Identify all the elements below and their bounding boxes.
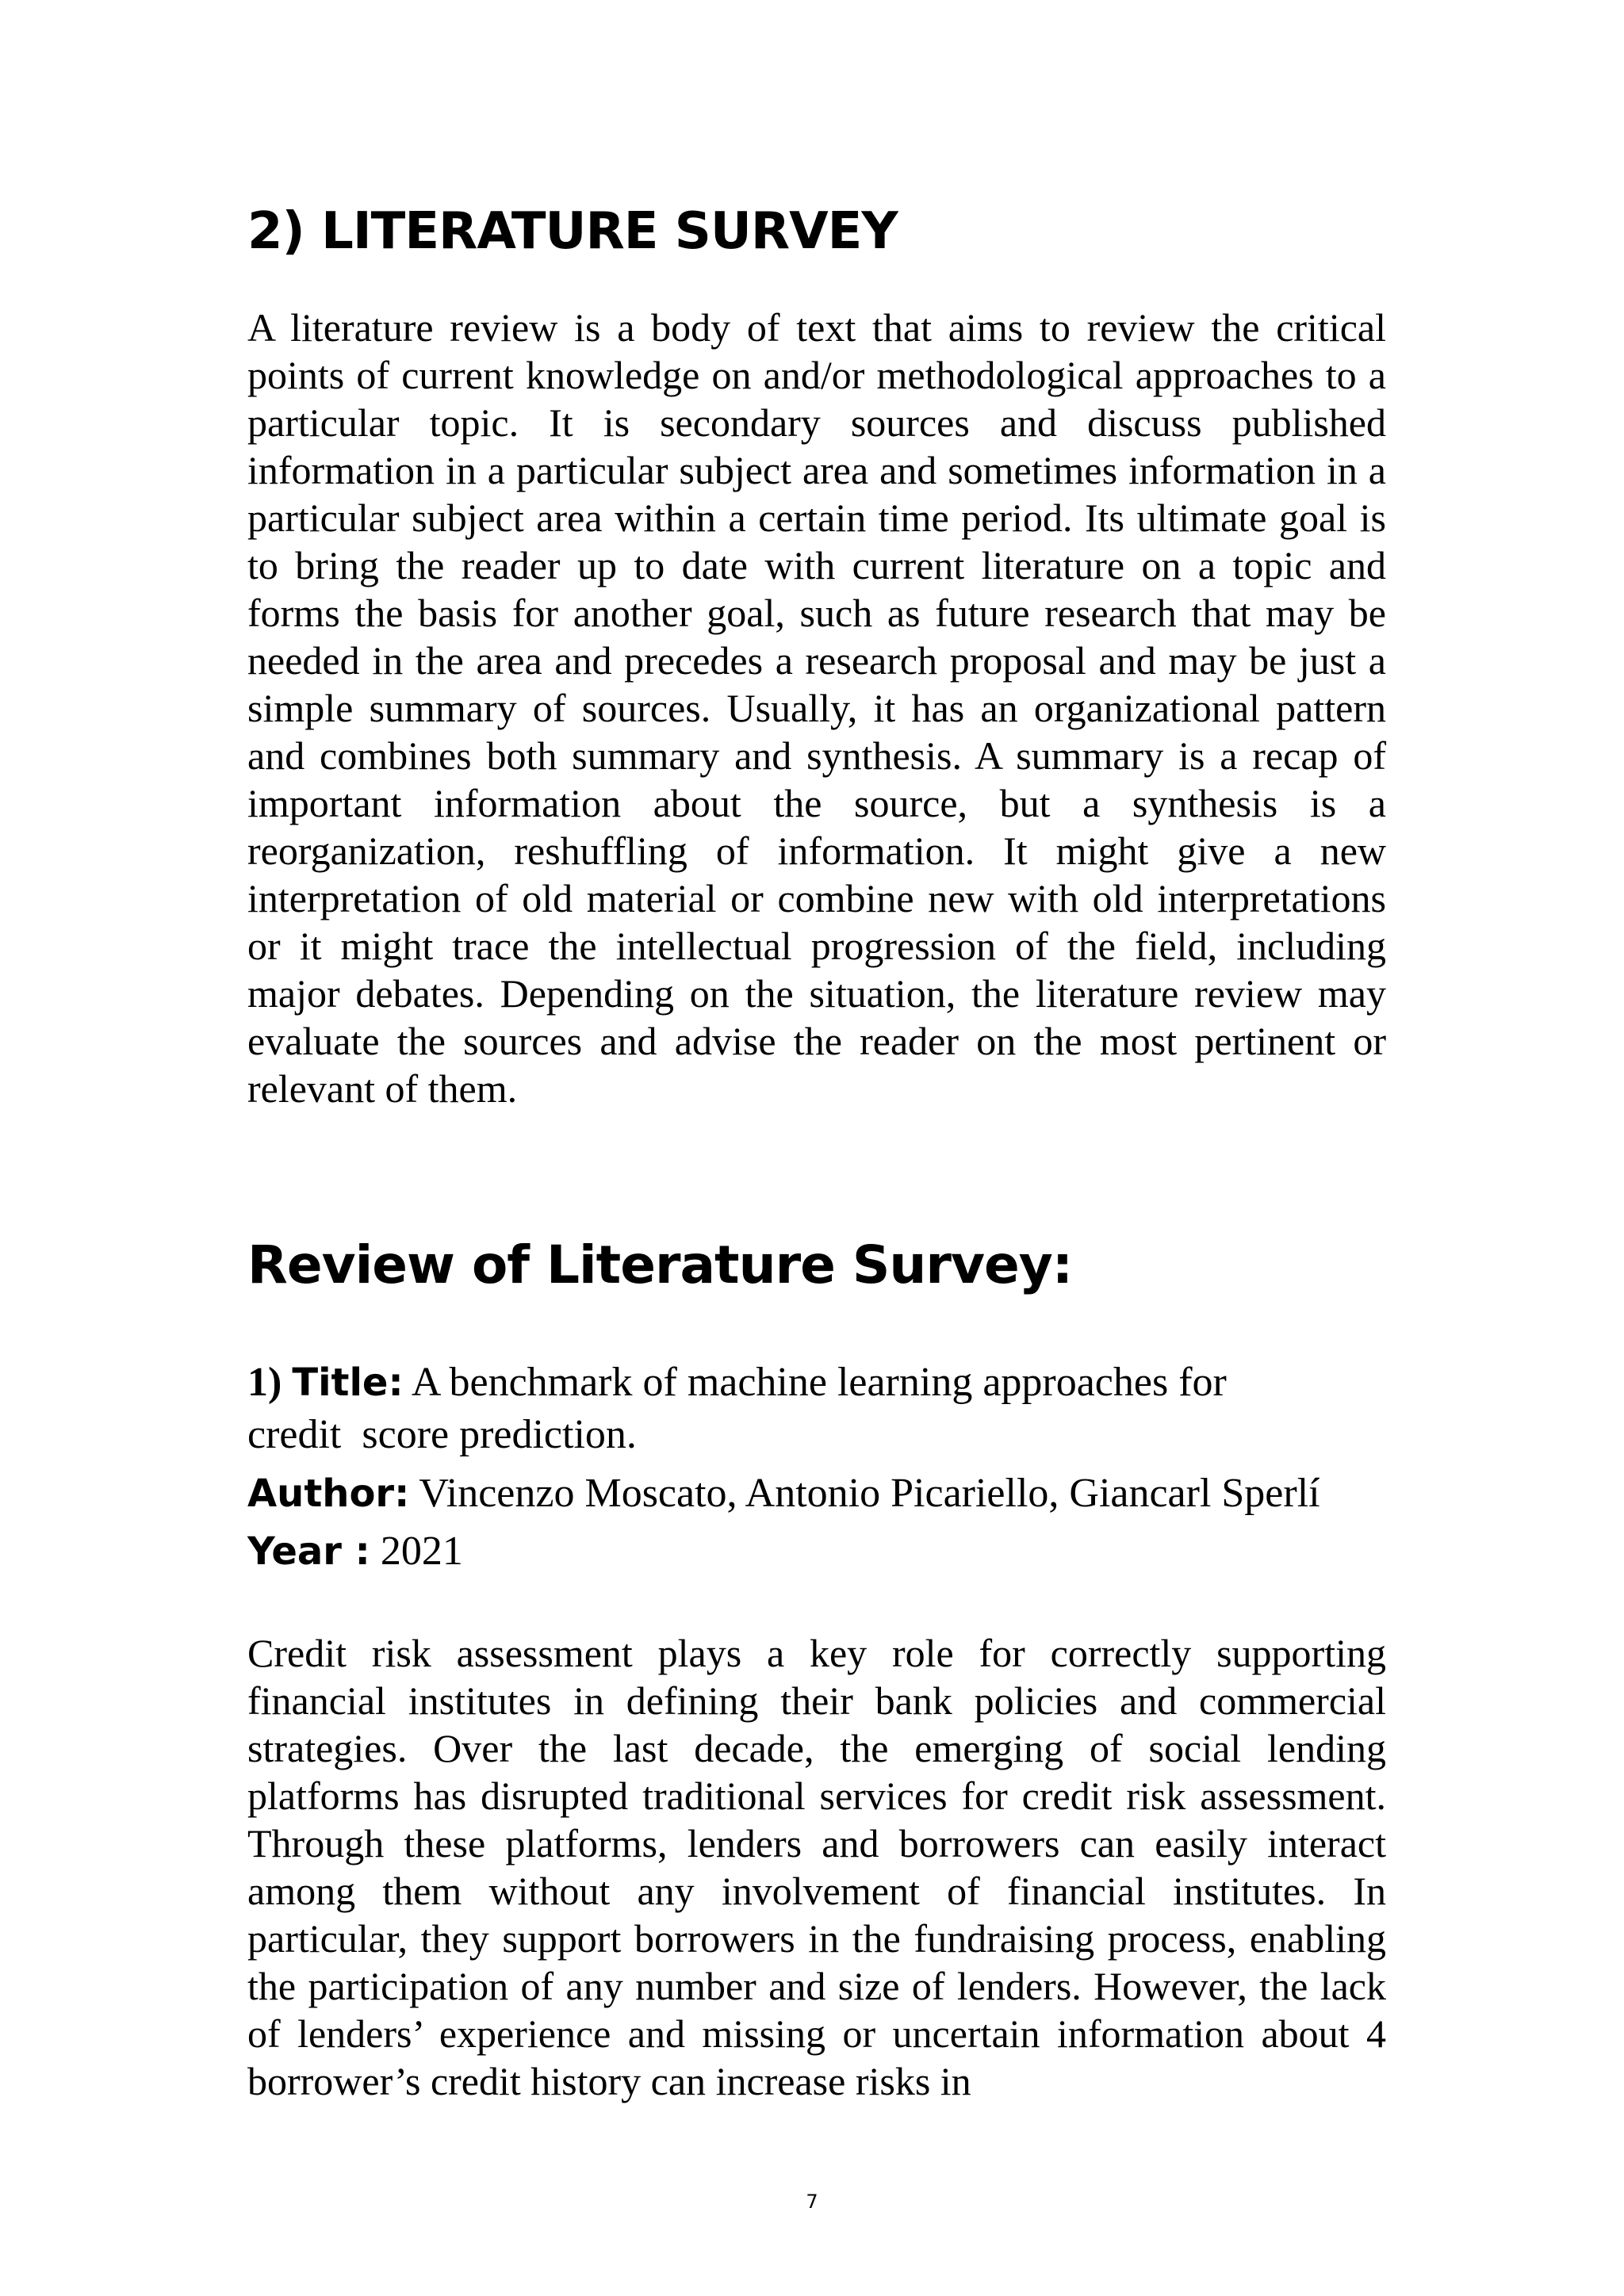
year-label: Year :	[247, 1529, 370, 1574]
entry-author: Vincenzo Moscato, Antonio Picariello, Giancarl Sperlí	[419, 1471, 1320, 1516]
author-label: Author:	[247, 1471, 410, 1516]
entry-title-continuation: credit score prediction.	[247, 1412, 637, 1457]
intro-paragraph: A literature review is a body of text that aims to review the critical points of current knowledge on and/or methodological approaches to a particular topic. It is secondary sources and discuss published information in a particular subject area and sometimes information in a particular subject area within a certain time period. Its ultimate goal is to bring the reader up to date with current literature on a topic and forms the basis for another goal, such as future research that may be needed in the area and precedes a research proposal and may be just a simple summary of sources. Usually, it has an organizational pattern and combines both summary and synthesis. A summary is a recap of important information about the source, but a synthesis is a reorganization, reshuffling of information. It might give a new interpretation of old material or combine new with old interpretations or it might trace the intellectual progression of the field, including major debates. Depending on the situation, the literature review may evaluate the sources and advise the reader on the most pertinent or relevant of them.	[247, 305, 1386, 1111]
page-number: 7	[806, 2191, 818, 2213]
entry-year-line	[247, 1526, 463, 1577]
review-heading: Review of Literature Survey:	[247, 1234, 1073, 1295]
entry-title-line	[247, 1357, 1227, 1408]
entry-year: 2021	[380, 1529, 463, 1574]
entry-author-line	[247, 1468, 1320, 1519]
entry-number: 1)	[247, 1360, 282, 1405]
title-label: Title:	[292, 1360, 404, 1405]
entry-title: A benchmark of machine learning approaches for	[411, 1360, 1227, 1405]
entry-summary: Credit risk assessment plays a key role for correctly supporting financial institutes in defining their bank policies and commercial strategies. Over the last decade, the emerging of social lending platforms has disrupted traditional services for credit risk assessment. Through these platforms, lenders and borrowers can easily interact among them without any involvement of financial institutes. In particular, they support borrowers in the fundraising process, enabling the participation of any number and size of lenders. However, the lack of lenders’ experience and missing or uncertain information about 4 borrower’s credit history can increase risks in	[247, 1631, 1386, 2103]
section-heading: 2) LITERATURE SURVEY	[247, 202, 898, 261]
